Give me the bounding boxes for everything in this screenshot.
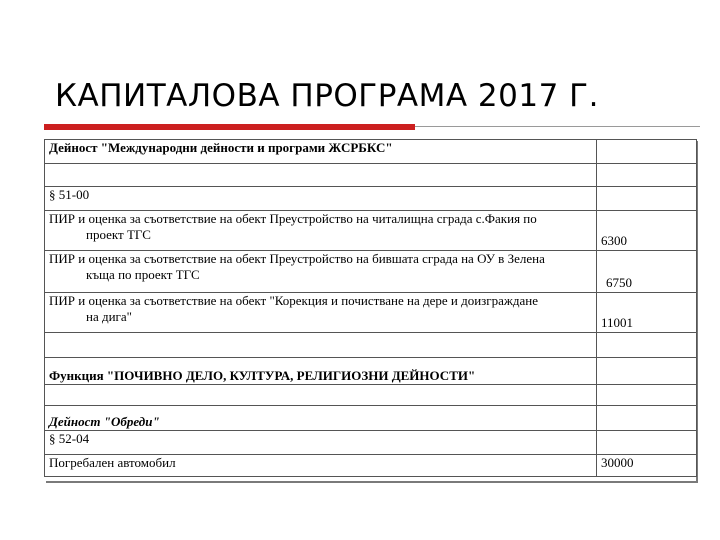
empty-cell (597, 164, 697, 187)
empty-cell (597, 431, 697, 455)
item-line-2: къща по проект ТГС (86, 267, 200, 282)
item-line-2: на дига" (86, 309, 132, 324)
item-value-cell: 6300 (597, 211, 697, 251)
table-row (45, 251, 697, 293)
empty-cell (45, 164, 597, 187)
item-value-cell: 11001 (597, 293, 697, 333)
table-row (45, 293, 697, 333)
table-row (45, 164, 697, 187)
empty-cell (597, 406, 697, 431)
empty-cell (597, 358, 697, 385)
table-row (45, 140, 697, 164)
item-value-cell: 6750 (597, 251, 697, 293)
activity-header-cell: Дейност "Международни дейности и програми ЖСРБКС" (45, 140, 597, 164)
empty-cell (597, 333, 697, 358)
table-row (45, 358, 697, 385)
table-row (45, 187, 697, 211)
capital-program-table-container (44, 139, 696, 481)
table-row (45, 455, 697, 477)
empty-cell (45, 385, 597, 406)
item-line-1: ПИР и оценка за съответствие на обект Преустройство на бившата сграда на ОУ в Зелена (49, 251, 545, 266)
item-value-cell: 30000 (597, 455, 697, 477)
table-row (45, 406, 697, 431)
capital-program-table (44, 139, 697, 477)
function-header-cell: Функция "ПОЧИВНО ДЕЛО, КУЛТУРА, РЕЛИГИОЗНИ ДЕЙНОСТИ" (45, 358, 597, 385)
empty-cell (597, 187, 697, 211)
paragraph-code-cell: § 51-00 (45, 187, 597, 211)
item-line-2: проект ТГС (86, 227, 151, 242)
item-description-cell (45, 211, 597, 251)
empty-cell (597, 140, 697, 164)
empty-cell (597, 385, 697, 406)
activity-subheader-cell: Дейност "Обреди" (45, 406, 597, 431)
item-line-1: ПИР и оценка за съответствие на обект "Корекция и почистване на дере и доизграждане (49, 293, 538, 308)
item-description-cell: Погребален автомобил (45, 455, 597, 477)
title-accent-bar (44, 124, 415, 130)
table-row (45, 431, 697, 455)
slide-title: КАПИТАЛОВА ПРОГРАМА 2017 Г. (55, 78, 599, 114)
item-description-cell (45, 293, 597, 333)
table-row (45, 211, 697, 251)
table-row (45, 333, 697, 358)
item-description-cell (45, 251, 597, 293)
table-row (45, 385, 697, 406)
item-line-1: ПИР и оценка за съответствие на обект Преустройство на читалищна сграда с.Факия по (49, 211, 537, 226)
paragraph-code-cell: § 52-04 (45, 431, 597, 455)
empty-cell (45, 333, 597, 358)
